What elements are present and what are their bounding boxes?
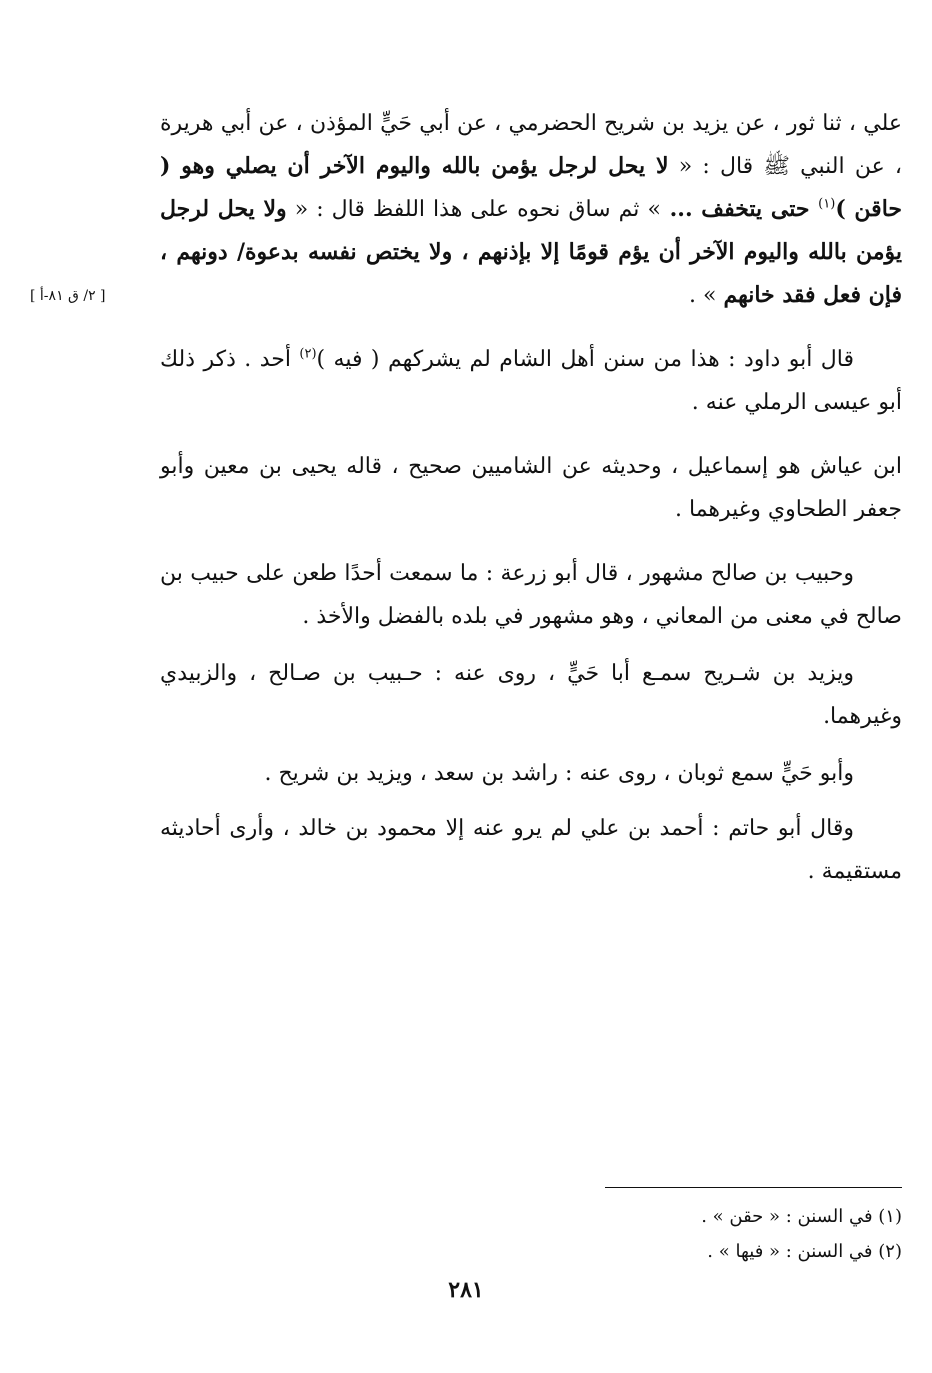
footnote-separator <box>605 1187 902 1188</box>
text-run: وأبو حَيٍّ سمع ثوبان ، روى عنه : راشد بن سعد ، ويزيد بن شريح . <box>264 761 854 786</box>
paragraph <box>160 807 902 893</box>
footnote-marker: (٢) <box>299 346 317 362</box>
footnote-marker: (١) <box>818 196 836 212</box>
text-run: » ثم ساق نحوه على هذا اللفظ قال : « <box>286 197 661 222</box>
text-run: ويزيد بن شـريح سمـع أبا حَيٍّ ، روى عنه : حـبيب بن صـالح ، والزبيدي وغيرهما. <box>160 661 902 729</box>
text-run: وقال أبو حاتم : أحمد بن علي لم يرو عنه إلا محمود بن خالد ، وأرى أحاديثه مستقيمة . <box>160 816 902 884</box>
text-run: » . <box>689 283 724 308</box>
text-run: وحبيب بن صالح مشهور ، قال أبو زرعة : ما سمعت أحدًا طعن على حبيب بن صالح في معنى من المعاني ، وهو مشهور في بلده بالفضل والأخذ . <box>160 561 902 629</box>
text-run: قال أبو داود : هذا من سنن أهل الشام لم يشركهم ( فيه ) <box>316 347 854 372</box>
text-run: حتى يتخفف ... <box>660 196 819 222</box>
manuscript-folio-reference: [ ٢/ ق ٨١-أ ] <box>30 288 106 304</box>
paragraph <box>160 338 902 424</box>
footnote: (١) في السنن : « حقن » . <box>701 1206 902 1227</box>
text-run: ولا يحل لرجل يؤمن بالله واليوم الآخر أن يؤم قومًا إلا بإذنهم ، ولا يختص نفسه بدعوة/ دونهم ، فإن فعل فقد خانهم <box>160 196 903 308</box>
paragraph <box>160 445 902 531</box>
text-run: ابن عياش هو إسماعيل ، وحديثه عن الشاميين صحيح ، قاله يحيى بن معين وأبو جعفر الطحاوي وغيرهما . <box>160 454 902 522</box>
paragraph <box>160 102 902 317</box>
page-number: ٢٨١ <box>448 1277 484 1303</box>
paragraph <box>160 652 902 738</box>
paragraph <box>160 752 902 795</box>
text-run: علي ، ثنا ثور ، عن يزيد بن شريح الحضرمي ، عن أبي حَيٍّ المؤذن ، عن أبي هريرة ، عن النبي ﷺ قال : « <box>160 111 902 179</box>
main-text <box>160 0 902 893</box>
footnote: (٢) في السنن : « فيها » . <box>707 1241 902 1262</box>
text-run: أحد . ذكر ذلك أبو عيسى الرملي عنه . <box>160 347 902 415</box>
paragraph <box>160 552 902 638</box>
text-run: لا يحل لرجل يؤمن بالله واليوم الآخر أن يصلي وهو ( حاقن ) <box>160 153 902 222</box>
